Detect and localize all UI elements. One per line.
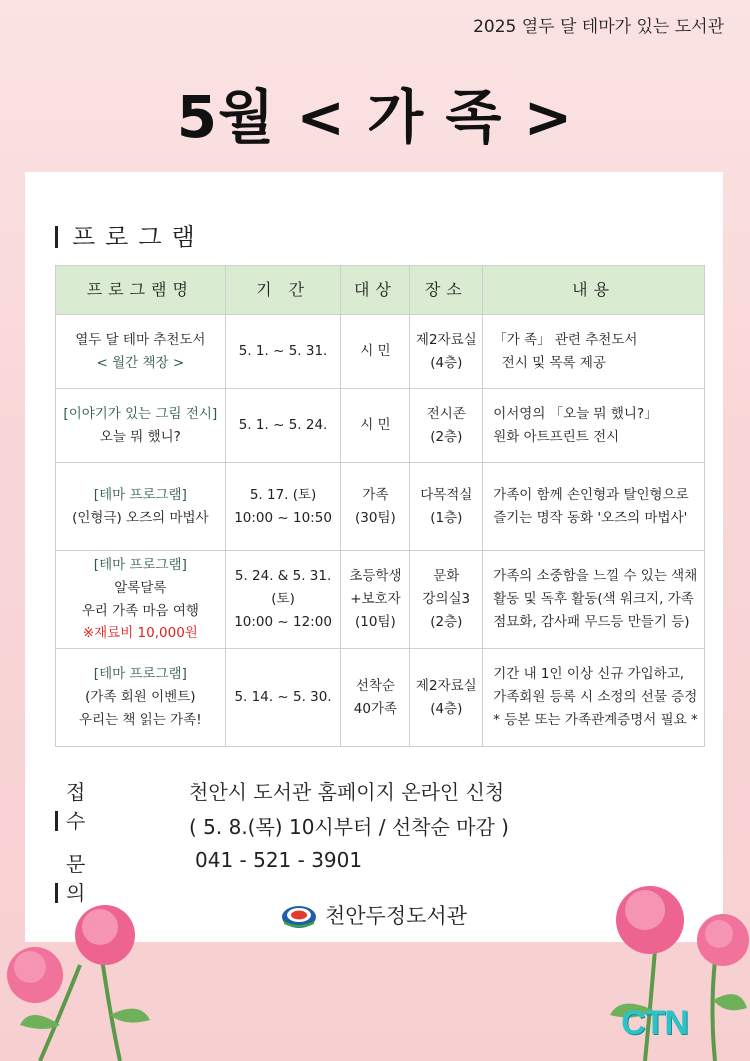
place-line: 강의실3 xyxy=(422,591,471,608)
program-name-cell xyxy=(56,315,226,389)
target-line: 시 민 xyxy=(360,343,391,360)
table-row xyxy=(56,551,705,649)
inquiry-label: 문 의 xyxy=(66,852,108,905)
col-header: 기 간 xyxy=(225,266,341,315)
table-row xyxy=(56,389,705,463)
place-cell xyxy=(410,315,483,389)
period-cell xyxy=(225,463,341,551)
reception-line1: 천안시 도서관 홈페이지 온라인 신청 xyxy=(189,780,505,804)
period-cell xyxy=(225,315,341,389)
period-line: 5. 1. ~ 5. 24. xyxy=(238,417,328,434)
place-line: 다목적실 xyxy=(420,486,473,503)
program-name-line: 열두 달 테마 추천도서 xyxy=(75,331,206,348)
library-emblem-icon xyxy=(281,905,317,929)
period-cell xyxy=(225,551,341,649)
table-row xyxy=(56,649,705,747)
period-cell xyxy=(225,649,341,747)
col-header: 대상 xyxy=(341,266,410,315)
program-name-line: (인형극) 오즈의 마법사 xyxy=(72,509,209,526)
material-fee-note: ※재료비 10,000원 xyxy=(82,625,198,642)
col-header: 내용 xyxy=(483,266,705,315)
content-line: 가족이 함께 손인형과 탈인형으로 xyxy=(493,486,689,503)
place-cell xyxy=(410,649,483,747)
table-row xyxy=(56,463,705,551)
reception-info xyxy=(55,776,509,839)
program-name-line: [이야기가 있는 그림 전시] xyxy=(63,405,218,422)
program-name-line: [테마 프로그램] xyxy=(93,486,187,503)
place-line: (4층) xyxy=(430,354,463,371)
period-line: 10:00 ~ 10:50 xyxy=(234,509,332,526)
target-cell xyxy=(341,389,410,463)
place-cell xyxy=(410,463,483,551)
heading-bar xyxy=(55,226,58,248)
place-line: (1층) xyxy=(430,509,463,526)
target-line: 시 민 xyxy=(360,417,391,434)
place-line: 제2자료실 xyxy=(415,331,477,348)
program-name-cell xyxy=(56,649,226,747)
target-line: 선착순 xyxy=(355,677,395,694)
period-line: 10:00 ~ 12:00 xyxy=(234,613,332,630)
target-line: +보호자 xyxy=(350,591,401,608)
program-name-line: 우리는 책 읽는 가족! xyxy=(79,711,202,728)
program-heading-label: 프로그램 xyxy=(72,223,205,251)
period-cell xyxy=(225,389,341,463)
place-line: 제2자료실 xyxy=(415,677,477,694)
place-line: 전시존 xyxy=(426,405,466,422)
content-line: 원화 아트프린트 전시 xyxy=(493,428,620,445)
program-name-line: 알록달록 xyxy=(114,579,167,596)
program-name-line: < 월간 책장 > xyxy=(96,354,185,371)
content-cell xyxy=(483,649,705,747)
place-cell xyxy=(410,551,483,649)
content-line: 전시 및 목록 제공 xyxy=(493,354,606,371)
target-line: (30팀) xyxy=(355,509,396,526)
program-name-cell xyxy=(56,551,226,649)
period-line: 5. 24. & 5. 31.(토) xyxy=(234,568,332,608)
reception-bar xyxy=(55,811,58,831)
program-name-line: 오늘 뭐 했니? xyxy=(99,428,181,445)
col-header: 장소 xyxy=(410,266,483,315)
content-cell xyxy=(483,315,705,389)
carnation-left-icon xyxy=(0,905,190,1061)
content-cell xyxy=(483,551,705,649)
content-line: 점묘화, 감사패 무드등 만들기 등) xyxy=(493,613,690,630)
content-line: 즐기는 명작 동화 '오즈의 마법사' xyxy=(493,509,688,526)
reception-value xyxy=(189,776,509,840)
page-title: 5월 < 가 족 > xyxy=(176,83,574,151)
content-card xyxy=(25,172,723,942)
program-name-line: 우리 가족 마음 여행 xyxy=(81,602,199,619)
place-line: (2층) xyxy=(430,428,463,445)
series-title: 2025 열두 달 테마가 있는 도서관 xyxy=(473,17,724,37)
program-name-line: [테마 프로그램] xyxy=(93,556,187,573)
program-table xyxy=(55,265,705,747)
target-line: 40가족 xyxy=(353,700,398,717)
content-line: 활동 및 독후 활동(색 워크지, 가족 xyxy=(493,591,694,608)
inquiry-phone: 041 - 521 - 3901 xyxy=(195,848,363,872)
content-line: 이서영의 「오늘 뭐 했니?」 xyxy=(493,405,658,422)
target-line: 초등학생 xyxy=(349,568,402,585)
content-line: 「가 족」 관련 추천도서 xyxy=(493,331,638,348)
place-line: (2층) xyxy=(430,613,463,630)
program-heading xyxy=(55,217,205,252)
col-header: 프로그램명 xyxy=(56,266,226,315)
period-line: 5. 17. (토) xyxy=(249,486,317,503)
content-line: 가족의 소중함을 느낄 수 있는 색채 xyxy=(493,568,698,585)
table-header-row xyxy=(56,266,705,315)
target-cell xyxy=(341,463,410,551)
reception-label: 접 수 xyxy=(66,780,108,833)
program-name-line: (가족 회원 이벤트) xyxy=(85,689,196,706)
target-cell xyxy=(341,649,410,747)
target-line: 가족 xyxy=(362,486,389,503)
content-line: * 등본 또는 가족관계증명서 필요 * xyxy=(493,711,698,728)
target-cell xyxy=(341,315,410,389)
content-line: 가족회원 등록 시 소정의 선물 증정 xyxy=(493,689,698,706)
period-line: 5. 1. ~ 5. 31. xyxy=(238,343,328,360)
target-cell xyxy=(341,551,410,649)
content-cell xyxy=(483,389,705,463)
inquiry-info xyxy=(55,848,363,906)
reception-line2: ( 5. 8.(목) 10시부터 / 선착순 마감 ) xyxy=(189,815,509,839)
period-line: 5. 14. ~ 5. 30. xyxy=(234,689,332,706)
library-name: 천안두정도서관 xyxy=(324,904,467,928)
program-name-cell xyxy=(56,389,226,463)
content-cell xyxy=(483,463,705,551)
program-name-line: [테마 프로그램] xyxy=(93,666,187,683)
place-cell xyxy=(410,389,483,463)
content-line: 기간 내 1인 이상 신규 가입하고, xyxy=(493,666,685,683)
table-row xyxy=(56,315,705,389)
target-line: (10팀) xyxy=(355,613,396,630)
ctn-logo: CTN xyxy=(621,1004,688,1042)
place-line: 문화 xyxy=(433,568,460,585)
program-name-cell xyxy=(56,463,226,551)
place-line: (4층) xyxy=(430,700,463,717)
